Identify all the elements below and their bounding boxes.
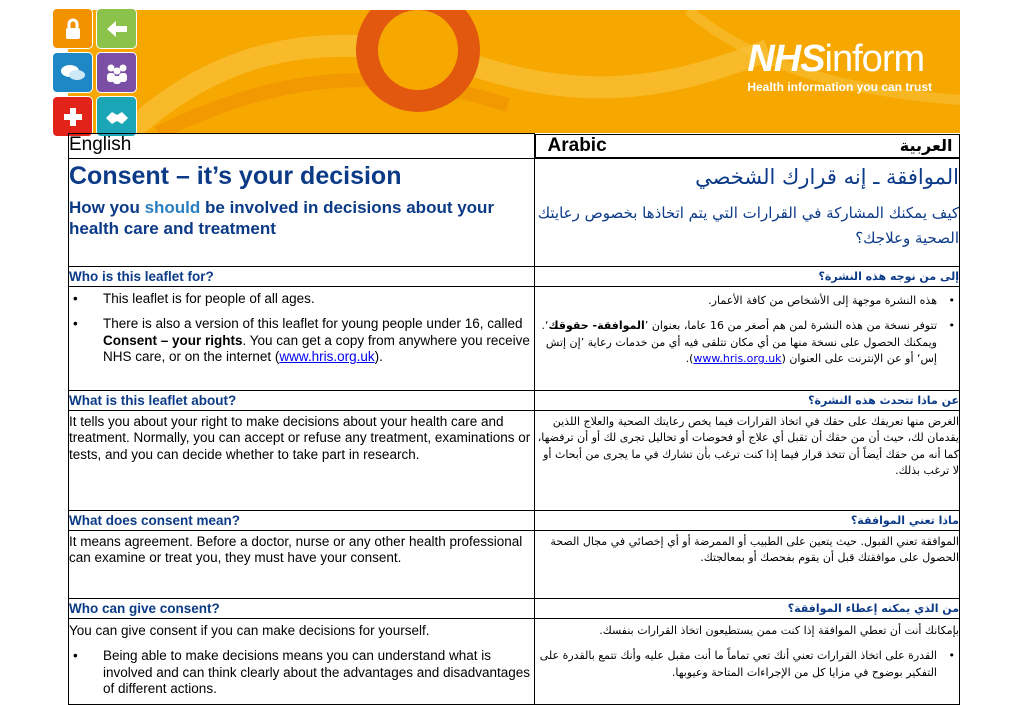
page-title-en: Consent – it’s your decision: [69, 161, 402, 190]
heading-meaning-en: What does consent mean?: [69, 510, 535, 530]
language-arabic-native: العربية: [899, 136, 953, 155]
list-item: • This leaflet is for people of all ages.: [69, 291, 534, 308]
paragraph: It means agreement. Before a doctor, nurse or any other health professional can examine or treat you, they must have your consent.: [69, 533, 523, 565]
back-arrow-icon: [96, 8, 137, 49]
heading-who-give-en: Who can give consent?: [69, 598, 535, 618]
body-who-give-en: [69, 618, 535, 704]
paragraph: بإمكانك أنت أن تعطي الموافقة إذا كنت ممن يستطيعون اتخاذ القرارات بنفسك.: [599, 623, 959, 637]
paragraph: الموافقة تعني القبول. حيث يتعين على الطبيب أو الممرضة أو أي إخصائي في مجال الصحة الحصول على موافقتك قبل أن يقوم بفحصك أو بمعالجتك.: [550, 534, 959, 564]
section-heading-row: [69, 390, 960, 410]
heading-about-en: What is this leaflet about?: [69, 390, 535, 410]
language-english: English: [69, 134, 535, 159]
leaflet-title-bold: Consent – your rights: [103, 332, 243, 348]
handshake-icon: [96, 96, 137, 137]
lock-icon: [52, 8, 93, 49]
text-part: ‘. ويمكنك الحصول على نسخة منها من أي مكان تتلقى فيه أي من خدمات رعاية ’إن إتش إس‘ أو عن الإنترنت على العنوان (: [541, 319, 937, 365]
heading-meaning-ar: ماذا تعني الموافقة؟: [534, 510, 959, 530]
list-item: • القدرة على اتخاذ القرارات تعني أنك تعي تماماً ما أنت مقبل عليه وأنك تتمع بالقدرة على التفكير بوضوح في مزايا كل من الإجراءات المتاحة وعيوبها.: [535, 648, 959, 681]
section-heading-row: [69, 510, 960, 530]
body-meaning-ar: [534, 530, 959, 598]
list-item: [69, 316, 534, 366]
title-cell-en: [69, 158, 535, 266]
text-part: . You can get a copy from anywhere you receive NHS care, or on the internet (: [103, 332, 530, 364]
list-item: • هذه النشرة موجهة إلى الأشخاص من كافة الأعمار.: [535, 293, 959, 310]
section-body-row: [69, 618, 960, 704]
speech-bubbles-icon: [52, 52, 93, 93]
heading-about-ar: عن ماذا تتحدث هذه النشرة؟: [534, 390, 959, 410]
nhs-inform-logo: [747, 40, 932, 94]
logo-nhs: NHS: [747, 38, 825, 80]
body-meaning-en: [69, 530, 535, 598]
section-body-row: [69, 530, 960, 598]
icon-tiles: [52, 8, 142, 138]
hris-link-en[interactable]: www.hris.org.uk: [279, 349, 375, 364]
section-heading-row: [69, 266, 960, 286]
heading-who-for-en: Who is this leaflet for?: [69, 266, 535, 286]
hris-link-ar[interactable]: www.hris.org.uk: [693, 352, 782, 365]
body-about-en: [69, 410, 535, 510]
section-body-row: [69, 410, 960, 510]
page-title-ar: الموافقة ـ إنه قرارك الشخصي: [695, 164, 959, 189]
language-arabic-label: Arabic: [547, 134, 607, 156]
first-aid-cross-icon: [52, 96, 93, 137]
language-arabic-cell: [535, 134, 960, 158]
subtitle-en-emphasis: should: [144, 197, 201, 217]
people-group-icon: [96, 52, 137, 93]
paragraph: You can give consent if you can make decisions for yourself.: [69, 622, 430, 638]
title-cell-ar: [534, 158, 959, 266]
text-part: ).: [685, 352, 694, 365]
section-body-row: [69, 286, 960, 390]
section-heading-row: [69, 598, 960, 618]
subtitle-en-part1: How you: [69, 197, 145, 217]
language-row: [69, 134, 960, 159]
paragraph: الغرض منها تعريفك على حقك في اتخاذ القرارات فيما يخص رعايتك الصحية والعلاج اللذين يقدمان لك، حيث أن من حقك أن تقبل أي علاج أو فحوصات أو تحاليل تجرى لك أو أن ترفضها، كما أنه من حقك أيضاً أن تتخذ قرار فيما إذا كنت ترغب بأن تشارك في ما يجرى من أبحاث أو لا ترغب بذلك.: [537, 414, 959, 477]
text-part: تتوفر نسخة من هذه النشرة لمن هم أصغر من 16 عاما، بعنوان ’: [644, 319, 937, 332]
subtitle-en-part2: be involved in decisions about your health care and treatment: [69, 197, 495, 238]
list-item: • Being able to make decisions means you can understand what is involved and can think clearly about the advantages and disadvantages of different actions.: [69, 648, 534, 698]
paragraph: It tells you about your right to make decisions about your health care and treatment. Normally, you can accept or refuse any treatment, examinations or tests, and you can decide whether to take part in research.: [69, 413, 531, 462]
text-part: There is also a version of this leaflet for young people under 16, called: [103, 316, 523, 331]
title-row: [69, 158, 960, 266]
body-who-for-ar: [534, 286, 959, 390]
body-about-ar: [534, 410, 959, 510]
leaflet-title-bold-ar: الموافقة- حقوقك: [548, 319, 645, 332]
body-who-for-en: [69, 286, 535, 390]
page-subtitle-ar: كيف يمكنك المشاركة في القرارات التي يتم اتخاذها بخصوص رعايتك الصحية وعلاجك؟: [537, 203, 959, 247]
bilingual-leaflet-table: [68, 133, 960, 705]
list-item: [535, 318, 959, 368]
heading-who-for-ar: إلى من نوجه هذه النشرة؟: [534, 266, 959, 286]
logo-tagline: Health information you can trust: [747, 80, 932, 94]
text-part: ).: [374, 349, 383, 364]
body-who-give-ar: [534, 618, 959, 704]
nhs-inform-banner: [68, 10, 960, 133]
page-subtitle-en: [69, 197, 534, 239]
heading-who-give-ar: من الذي يمكنه إعطاء الموافقة؟: [534, 598, 959, 618]
logo-inform: inform: [824, 38, 925, 80]
